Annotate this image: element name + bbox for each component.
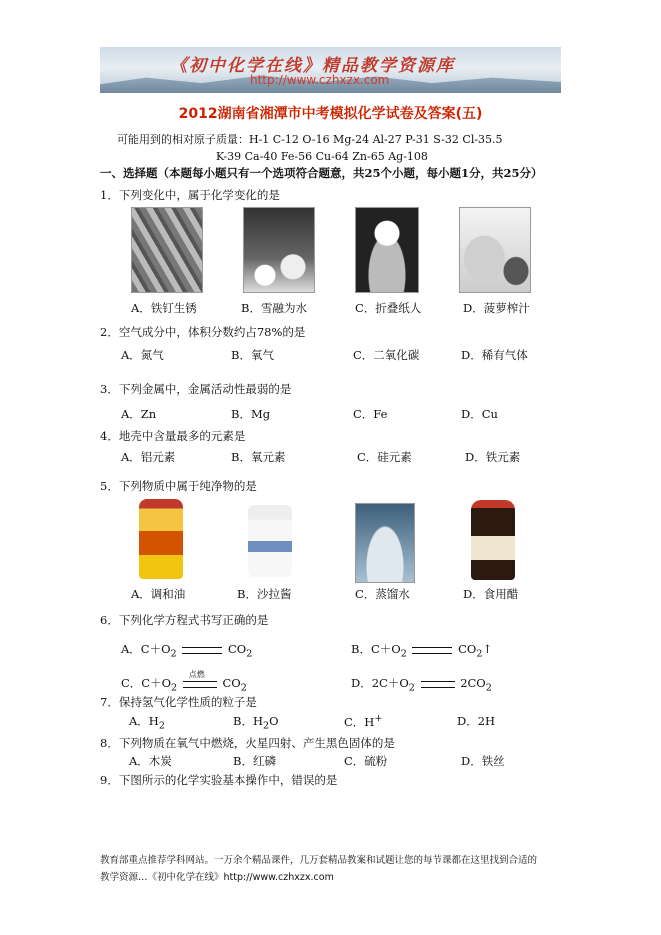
q4-option-d[interactable]: D．铁元素 — [465, 450, 521, 464]
q6-d-reactants: D．2C＋O — [351, 676, 409, 690]
q1-stem: 1．下列变化中，属于化学变化的是 — [100, 188, 280, 202]
q6-d-product-subscript: 2 — [485, 682, 492, 694]
q7-a-subscript: 2 — [158, 720, 165, 732]
q8-stem: 8．下列物质在氧气中燃烧，火星四射、产生黑色固体的是 — [100, 736, 395, 750]
q2-option-c[interactable]: C．二氧化碳 — [353, 348, 420, 362]
q3-stem: 3．下列金属中，金属活动性最弱的是 — [100, 382, 292, 396]
q7-option-c[interactable] — [344, 713, 382, 730]
q4-option-b[interactable]: B．氧元素 — [231, 450, 286, 464]
q6-stem: 6．下列化学方程式书写正确的是 — [100, 613, 269, 627]
footer-line-1: 教育部重点推荐学科网站。一万余个精品课件，几万套精品教案和试题让您的每节课都在这里找到合适的 — [100, 855, 538, 866]
q2-option-b[interactable]: B．氧气 — [231, 348, 274, 362]
q7-c-superscript: + — [374, 713, 383, 724]
q6-c-product: CO — [222, 676, 241, 690]
q6-b-equals — [412, 647, 452, 654]
q5-option-d[interactable]: D．食用醋 — [463, 587, 519, 601]
q5-option-b[interactable]: B．沙拉酱 — [237, 587, 292, 601]
q6-option-c[interactable] — [121, 669, 247, 694]
distilled-water-image — [355, 503, 415, 583]
q7-b-subscript: 2 — [262, 720, 270, 732]
q3-option-b[interactable]: B．Mg — [231, 407, 271, 421]
q6-b-product-subscript: 2 — [476, 648, 483, 660]
q7-a-text: A．H — [129, 714, 159, 728]
q6-option-a[interactable] — [121, 641, 252, 659]
q7-b-tail: O — [269, 714, 279, 728]
q2-stem: 2．空气成分中，体积分数约占78%的是 — [100, 325, 306, 339]
q7-option-d[interactable]: D．2H — [457, 714, 496, 728]
salad-dressing-image — [248, 505, 292, 577]
q3-option-d[interactable]: D．Cu — [461, 407, 498, 421]
q7-option-b[interactable] — [233, 713, 279, 731]
q1-option-c[interactable]: C．折叠纸人 — [355, 301, 422, 315]
atomic-mass-line-2: K-39 Ca-40 Fe-56 Cu-64 Zn-65 Ag-108 — [216, 150, 428, 163]
q3-option-a[interactable]: A．Zn — [121, 407, 157, 421]
q8-option-c[interactable]: C．硫粉 — [344, 754, 388, 768]
header-banner — [100, 47, 561, 93]
q6-a-equals — [182, 647, 222, 654]
pineapple-juice-image — [459, 207, 531, 293]
q8-option-a[interactable]: A．木炭 — [129, 754, 172, 768]
atomic-mass-line-1: 可能用到的相对原子质量：H-1 C-12 O-16 Mg-24 Al-27 P-31 S-32 Cl-35.5 — [117, 133, 503, 146]
paper-figure-image — [355, 207, 419, 293]
q7-c-text: C．H — [344, 714, 375, 729]
q4-option-c[interactable]: C．硅元素 — [357, 450, 412, 464]
q5-option-c[interactable]: C．蒸馏水 — [355, 587, 410, 601]
banner-title: 《初中化学在线》精品教学资源库 — [170, 56, 455, 76]
q6-b-subscript: 2 — [400, 648, 407, 660]
q6-c-subscript: 2 — [171, 682, 178, 694]
q6-d-equals — [421, 681, 455, 688]
q4-option-a[interactable]: A．铝元素 — [121, 450, 176, 464]
q9-stem: 9．下图所示的化学实验基本操作中，错误的是 — [100, 773, 338, 787]
q6-b-gas-arrow: ↑ — [482, 642, 493, 656]
banner-url[interactable]: http://www.czhxzx.com — [250, 73, 390, 87]
page-title: 2012湖南省湘潭市中考模拟化学试卷及答案(五) — [178, 106, 483, 122]
q8-option-b[interactable]: B．红磷 — [233, 754, 276, 768]
q6-option-b[interactable] — [351, 641, 492, 659]
q6-b-reactants: B．C＋O — [351, 642, 401, 656]
cooking-oil-image — [139, 499, 183, 579]
q4-stem: 4．地壳中含量最多的元素是 — [100, 429, 246, 443]
q6-d-subscript: 2 — [408, 682, 415, 694]
q6-a-product-subscript: 2 — [246, 648, 253, 660]
section-heading: 一、选择题（本题每小题只有一个选项符合题意，共25个小题，每小题1分，共25分） — [100, 166, 543, 180]
q5-stem: 5．下列物质中属于纯净物的是 — [100, 479, 257, 493]
q7-b-text: B．H — [233, 714, 263, 728]
q7-stem: 7．保持氢气化学性质的粒子是 — [100, 695, 257, 709]
q2-option-a[interactable]: A．氮气 — [121, 348, 164, 362]
q1-option-d[interactable]: D．菠萝榨汁 — [463, 301, 530, 315]
q8-option-d[interactable]: D．铁丝 — [461, 754, 505, 768]
footer-line-2[interactable]: 教学资源…《初中化学在线》http://www.czhxzx.com — [100, 872, 334, 883]
melting-snow-image — [243, 207, 315, 293]
q6-b-product: CO — [458, 642, 477, 656]
vinegar-bottle-image — [471, 500, 515, 580]
q6-c-product-subscript: 2 — [240, 682, 247, 694]
q6-d-product: 2CO — [460, 676, 486, 690]
q6-a-subscript: 2 — [170, 648, 177, 660]
q5-option-a[interactable]: A．调和油 — [131, 587, 186, 601]
q3-option-c[interactable]: C．Fe — [353, 407, 388, 421]
q6-c-condition: 点燃 — [188, 669, 205, 679]
q6-option-d[interactable] — [351, 675, 492, 693]
q1-option-a[interactable]: A．铁钉生锈 — [131, 301, 197, 315]
q2-option-d[interactable]: D．稀有气体 — [461, 348, 528, 362]
q1-option-b[interactable]: B．雪融为水 — [241, 301, 307, 315]
q6-c-reactants: C．C＋O — [121, 676, 172, 690]
q7-option-a[interactable] — [129, 713, 165, 731]
q6-c-equals — [183, 669, 217, 688]
q6-a-product: CO — [227, 642, 247, 656]
rusty-nails-image — [131, 207, 203, 293]
q6-a-reactants: A．C＋O — [121, 642, 171, 656]
